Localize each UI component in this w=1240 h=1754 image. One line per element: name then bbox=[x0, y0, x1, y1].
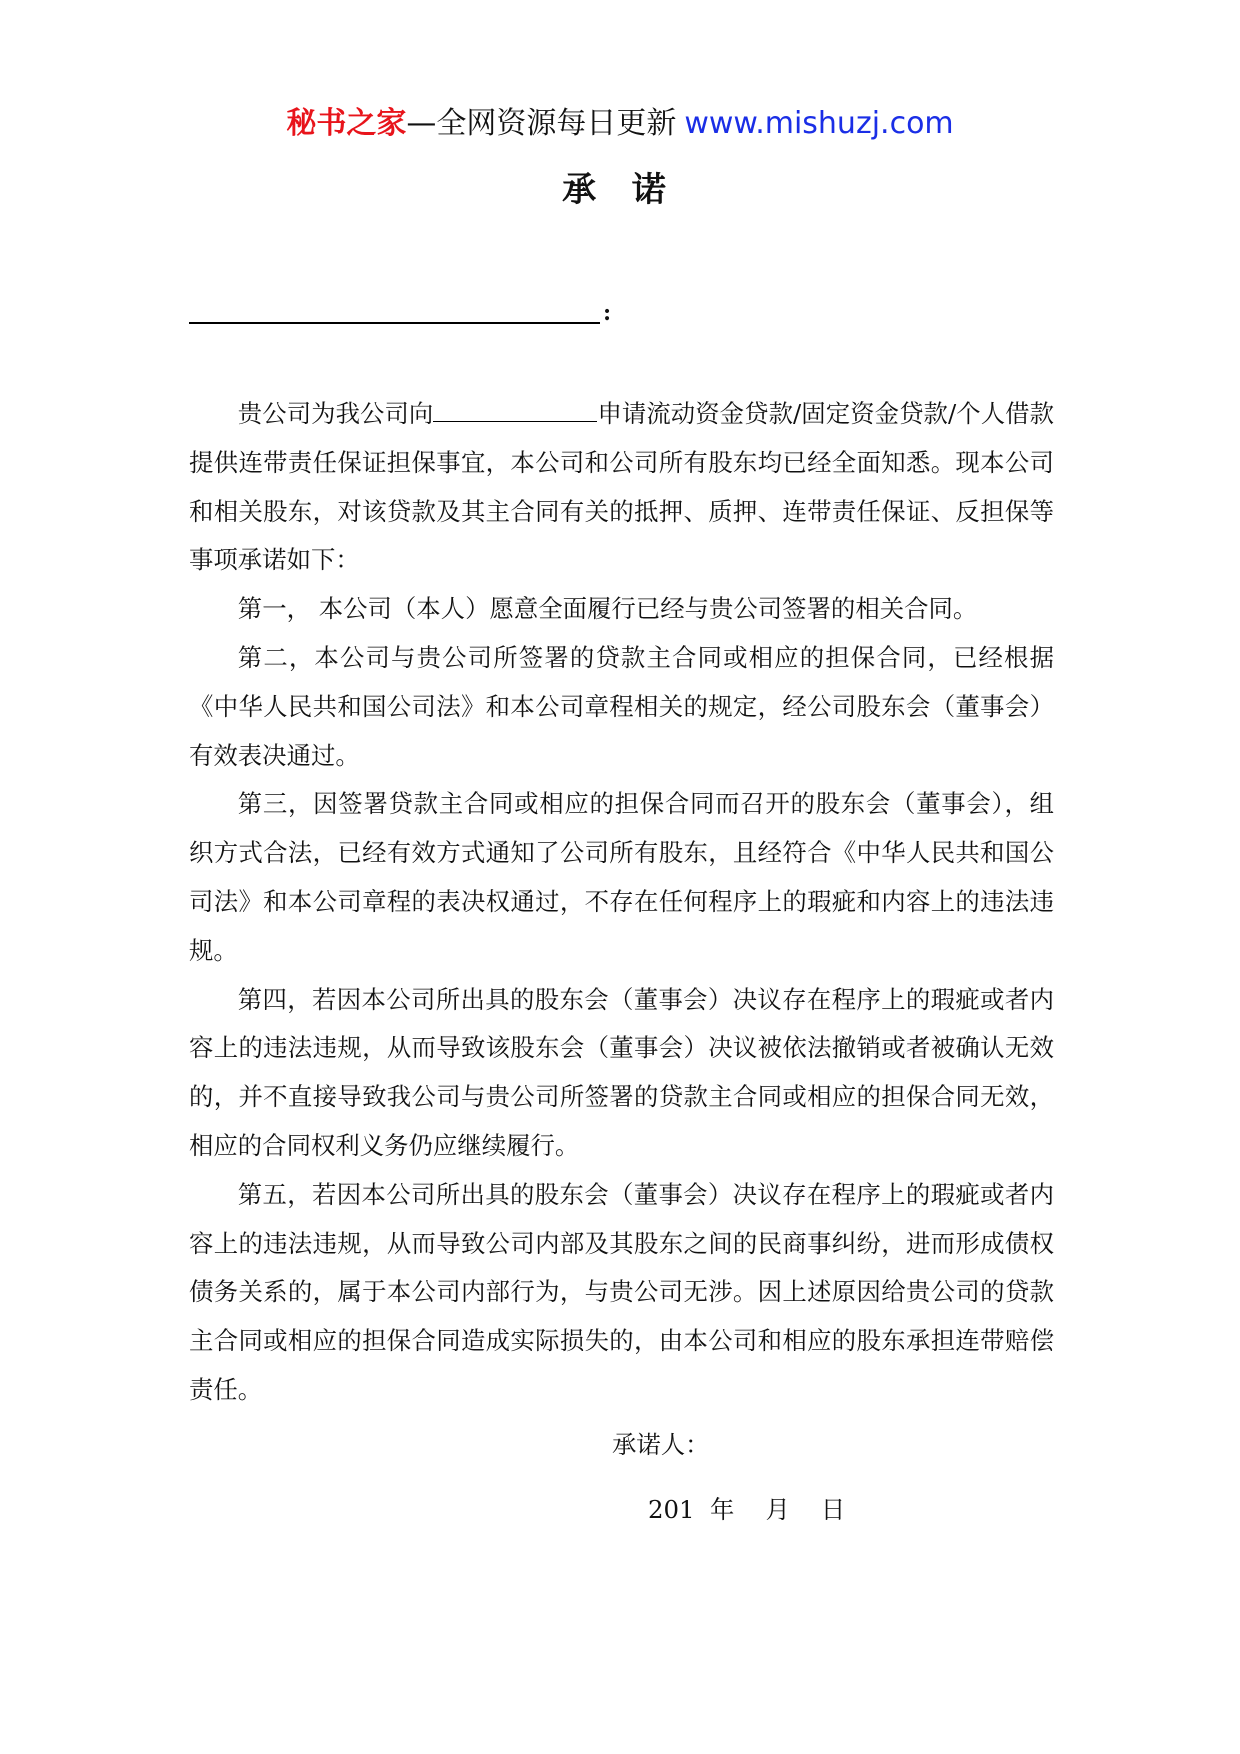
signature-label: 承诺人： bbox=[612, 1430, 710, 1459]
addressee-line bbox=[189, 300, 619, 330]
brand-name: 秘书之家 bbox=[286, 106, 407, 141]
clause-2: 第二，本公司与贵公司所签署的贷款主合同或相应的担保合同，已经根据《中华人民共和国公司法》和本公司章程相关的规定，经公司股东会（董事会）有效表决通过。 bbox=[189, 642, 1054, 770]
date-line: 201 年 月 日 bbox=[648, 1495, 846, 1524]
intro-paragraph bbox=[189, 390, 1054, 585]
site-url-link[interactable]: www.mishuzj.com bbox=[684, 106, 954, 141]
lender-blank bbox=[433, 399, 597, 422]
intro-after-blank: 申请流动资金贷款/固定资金贷款/个人借款提供连带责任保证担保事宜，本公司和公司所有股东均已经全面知悉。现本公司和相关股东，对该贷款及其主合同有关的抵押、质押、连带责任保证、反担保等事项承诺如下： bbox=[189, 399, 1054, 575]
clause-1: 第一， 本公司（本人）愿意全面履行已经与贵公司签署的相关合同。 bbox=[237, 594, 978, 624]
document-title: 承 诺 bbox=[562, 170, 678, 210]
clause-4: 第四，若因本公司所出具的股东会（董事会）决议存在程序上的瑕疵或者内容上的违法违规，从而导致该股东会（董事会）决议被依法撤销或者被确认无效的，并不直接导致我公司与贵公司所签署的贷款主合同或相应的担保合同无效，相应的合同权利义务仍应继续履行。 bbox=[189, 984, 1054, 1160]
clause-5: 第五，若因本公司所出具的股东会（董事会）决议存在程序上的瑕疵或者内容上的违法违规，从而导致公司内部及其股东之间的民商事纠纷，进而形成债权债务关系的，属于本公司内部行为，与贵公司无涉。因上述原因给贵公司的贷款主合同或相应的担保合同造成实际损失的，由本公司和相应的股东承担连带赔偿责任。 bbox=[189, 1179, 1054, 1404]
addressee-colon: : bbox=[603, 300, 612, 326]
document-body bbox=[189, 390, 1054, 1415]
clause-3: 第三，因签署贷款主合同或相应的担保合同而召开的股东会（董事会），组织方式合法，已经有效方式通知了公司所有股东，且经符合《中华人民共和国公司法》和本公司章程的表决权通过，不存在任何程序上的瑕疵和内容上的违法违规。 bbox=[189, 789, 1054, 965]
intro-before-blank: 贵公司为我公司向 bbox=[237, 399, 434, 428]
addressee-blank bbox=[189, 322, 600, 324]
site-header bbox=[0, 104, 1240, 144]
header-tagline: —全网资源每日更新 bbox=[406, 106, 677, 141]
